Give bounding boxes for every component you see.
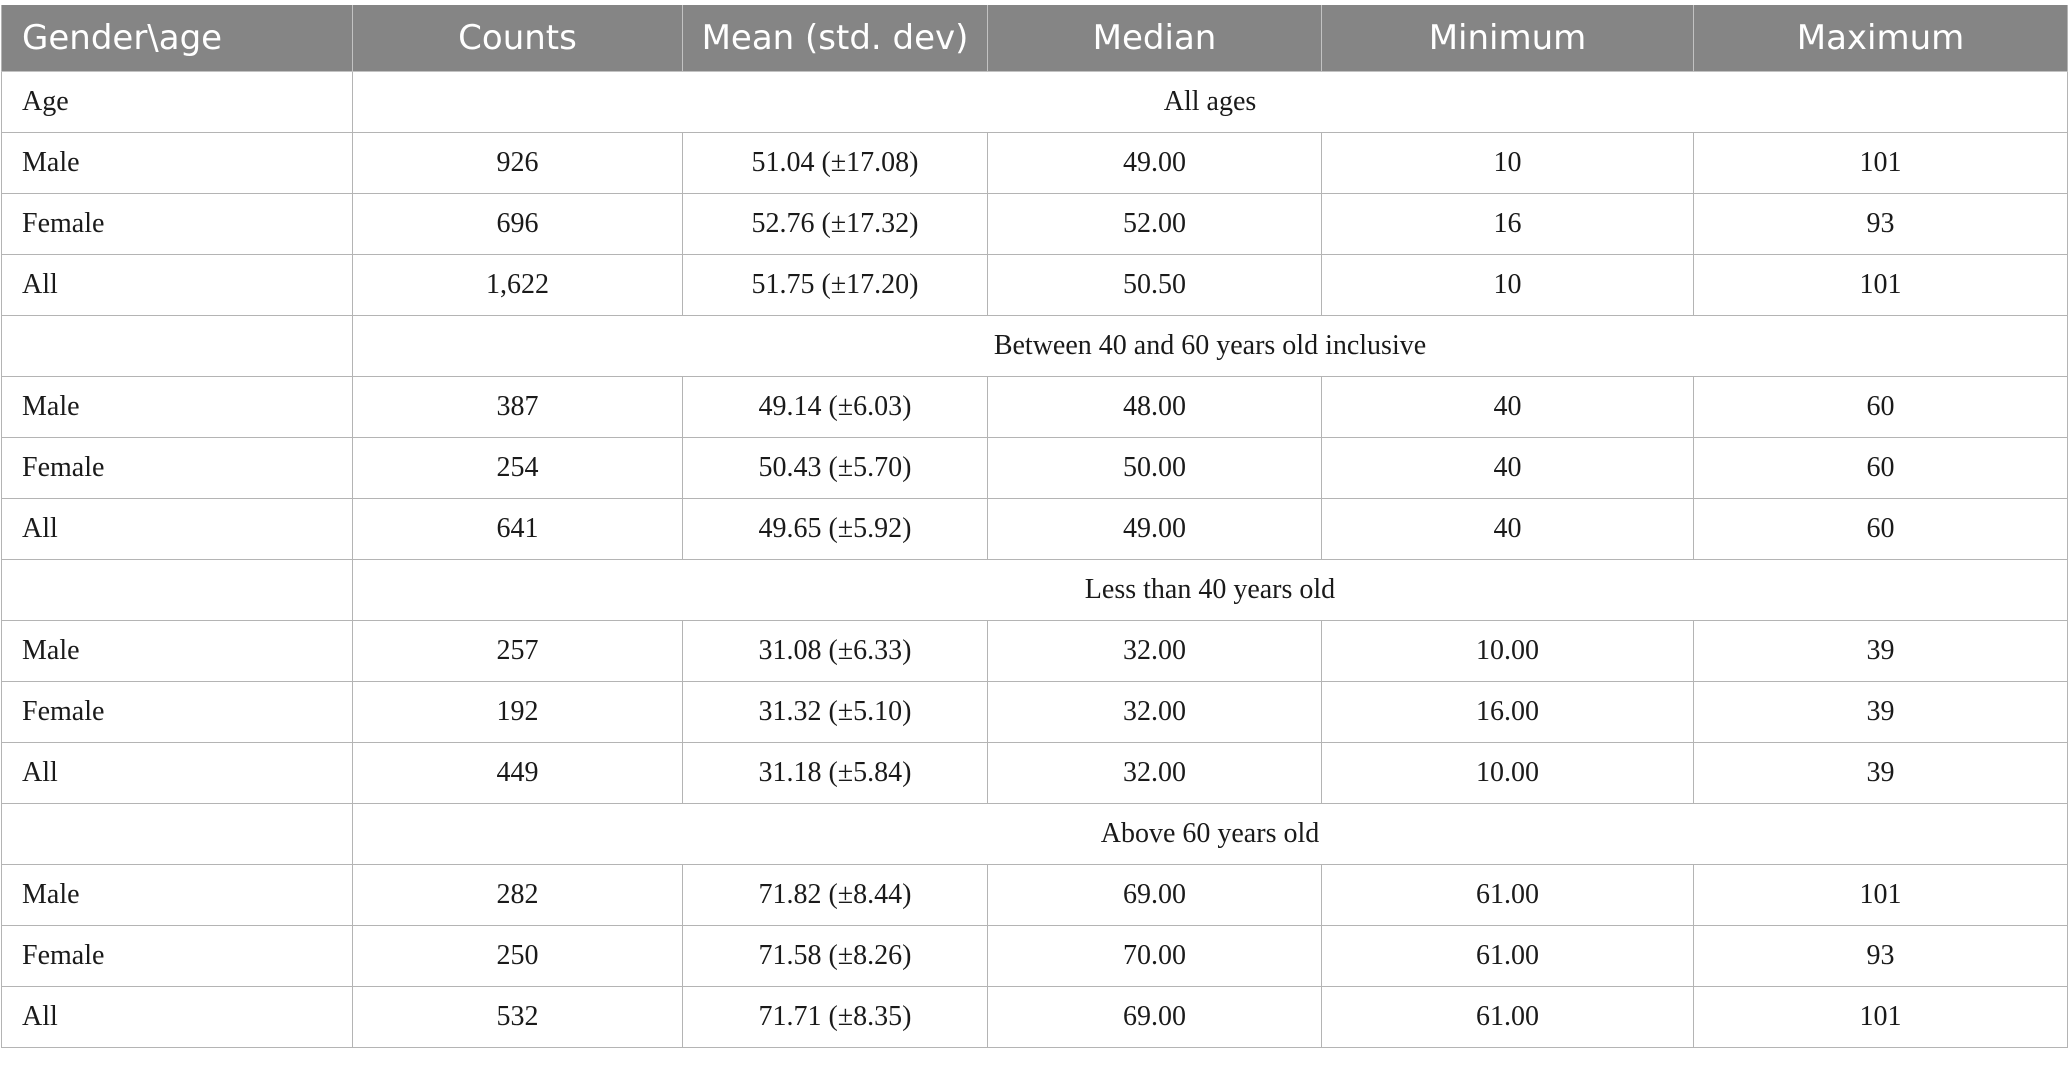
cell-counts: 696 (353, 194, 683, 255)
header-row (2, 5, 2068, 72)
cell-minimum: 16 (1322, 194, 1694, 255)
header-mean: Mean (std. dev) (683, 5, 988, 72)
section-label (2, 316, 353, 377)
cell-mean: 71.58 (±8.26) (683, 926, 988, 987)
cell-counts: 254 (353, 438, 683, 499)
cell-minimum: 40 (1322, 438, 1694, 499)
cell-maximum: 93 (1694, 926, 2068, 987)
cell-median: 50.00 (988, 438, 1322, 499)
cell-mean: 31.08 (±6.33) (683, 621, 988, 682)
cell-gender: All (2, 987, 353, 1048)
table-row (2, 987, 2068, 1048)
cell-gender: All (2, 255, 353, 316)
section-row-all-ages (2, 72, 2068, 133)
cell-minimum: 10 (1322, 255, 1694, 316)
header-counts: Counts (353, 5, 683, 72)
table-row (2, 743, 2068, 804)
cell-counts: 250 (353, 926, 683, 987)
cell-mean: 71.71 (±8.35) (683, 987, 988, 1048)
cell-mean: 51.75 (±17.20) (683, 255, 988, 316)
section-title: All ages (353, 72, 2068, 133)
header-gender-age: Gender\age (2, 5, 353, 72)
cell-mean: 31.32 (±5.10) (683, 682, 988, 743)
header-maximum: Maximum (1694, 5, 2068, 72)
section-title: Less than 40 years old (353, 560, 2068, 621)
cell-minimum: 40 (1322, 499, 1694, 560)
cell-gender: All (2, 743, 353, 804)
cell-maximum: 101 (1694, 133, 2068, 194)
cell-counts: 641 (353, 499, 683, 560)
cell-maximum: 101 (1694, 865, 2068, 926)
cell-median: 52.00 (988, 194, 1322, 255)
section-label (2, 804, 353, 865)
cell-counts: 387 (353, 377, 683, 438)
table-row (2, 438, 2068, 499)
cell-gender: Male (2, 865, 353, 926)
cell-minimum: 40 (1322, 377, 1694, 438)
cell-mean: 49.14 (±6.03) (683, 377, 988, 438)
cell-counts: 257 (353, 621, 683, 682)
section-label: Age (2, 72, 353, 133)
cell-maximum: 39 (1694, 743, 2068, 804)
cell-median: 69.00 (988, 865, 1322, 926)
age-statistics-table (1, 5, 2068, 1048)
cell-median: 48.00 (988, 377, 1322, 438)
table-header (2, 5, 2068, 72)
cell-minimum: 61.00 (1322, 926, 1694, 987)
table-row (2, 865, 2068, 926)
cell-maximum: 93 (1694, 194, 2068, 255)
table-row (2, 377, 2068, 438)
cell-minimum: 10.00 (1322, 621, 1694, 682)
table-row (2, 499, 2068, 560)
cell-maximum: 39 (1694, 621, 2068, 682)
table-row (2, 194, 2068, 255)
table-body (2, 72, 2068, 1048)
cell-minimum: 10.00 (1322, 743, 1694, 804)
cell-minimum: 10 (1322, 133, 1694, 194)
cell-gender: Male (2, 133, 353, 194)
cell-gender: Female (2, 926, 353, 987)
header-minimum: Minimum (1322, 5, 1694, 72)
table-row (2, 133, 2068, 194)
cell-minimum: 61.00 (1322, 865, 1694, 926)
cell-median: 49.00 (988, 499, 1322, 560)
cell-median: 69.00 (988, 987, 1322, 1048)
cell-gender: Female (2, 194, 353, 255)
cell-maximum: 101 (1694, 255, 2068, 316)
cell-minimum: 16.00 (1322, 682, 1694, 743)
cell-gender: Male (2, 621, 353, 682)
cell-mean: 51.04 (±17.08) (683, 133, 988, 194)
cell-median: 70.00 (988, 926, 1322, 987)
cell-median: 50.50 (988, 255, 1322, 316)
cell-mean: 52.76 (±17.32) (683, 194, 988, 255)
cell-minimum: 61.00 (1322, 987, 1694, 1048)
header-median: Median (988, 5, 1322, 72)
cell-maximum: 60 (1694, 377, 2068, 438)
section-row-under-40 (2, 560, 2068, 621)
cell-median: 49.00 (988, 133, 1322, 194)
table-row (2, 255, 2068, 316)
section-title: Above 60 years old (353, 804, 2068, 865)
cell-mean: 71.82 (±8.44) (683, 865, 988, 926)
cell-counts: 1,622 (353, 255, 683, 316)
section-row-above-60 (2, 804, 2068, 865)
table-row (2, 621, 2068, 682)
cell-maximum: 60 (1694, 438, 2068, 499)
cell-median: 32.00 (988, 682, 1322, 743)
cell-counts: 192 (353, 682, 683, 743)
cell-counts: 532 (353, 987, 683, 1048)
section-title: Between 40 and 60 years old inclusive (353, 316, 2068, 377)
cell-gender: Male (2, 377, 353, 438)
cell-median: 32.00 (988, 621, 1322, 682)
cell-counts: 282 (353, 865, 683, 926)
cell-maximum: 39 (1694, 682, 2068, 743)
cell-median: 32.00 (988, 743, 1322, 804)
cell-mean: 31.18 (±5.84) (683, 743, 988, 804)
cell-counts: 449 (353, 743, 683, 804)
section-row-40-to-60 (2, 316, 2068, 377)
cell-maximum: 60 (1694, 499, 2068, 560)
cell-maximum: 101 (1694, 987, 2068, 1048)
cell-counts: 926 (353, 133, 683, 194)
cell-mean: 49.65 (±5.92) (683, 499, 988, 560)
cell-gender: All (2, 499, 353, 560)
table-row (2, 926, 2068, 987)
section-label (2, 560, 353, 621)
cell-gender: Female (2, 682, 353, 743)
table-row (2, 682, 2068, 743)
cell-gender: Female (2, 438, 353, 499)
cell-mean: 50.43 (±5.70) (683, 438, 988, 499)
